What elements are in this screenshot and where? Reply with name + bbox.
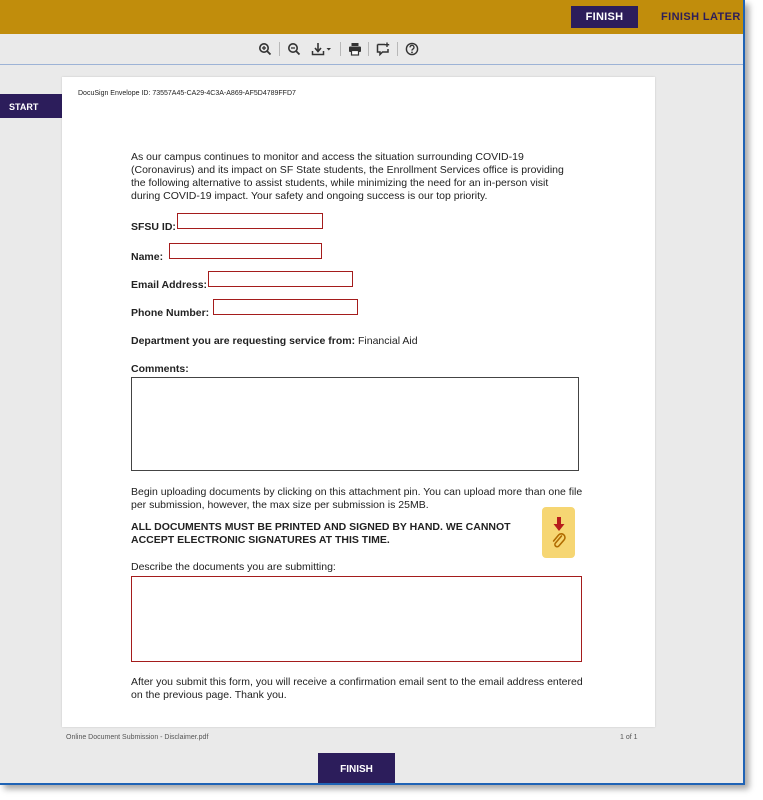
signature-warning: ALL DOCUMENTS MUST BE PRINTED AND SIGNED BY HAND. WE CANNOT ACCEPT ELECTRONIC SIGNATURES AT THIS TIME. xyxy=(131,521,511,546)
arrow-down-icon xyxy=(552,516,566,532)
describe-documents-label: Describe the documents you are submitting: xyxy=(131,561,336,573)
comment-icon[interactable] xyxy=(372,38,394,60)
zoom-in-icon[interactable] xyxy=(254,38,276,60)
top-action-bar xyxy=(0,0,743,34)
name-label: Name: xyxy=(131,251,164,263)
print-icon[interactable] xyxy=(344,38,366,60)
page-count: 1 of 1 xyxy=(620,734,638,741)
zoom-out-icon[interactable] xyxy=(283,38,305,60)
document-filename: Online Document Submission - Disclaimer.pdf xyxy=(66,734,209,741)
department-label: Department you are requesting service from: xyxy=(131,335,356,347)
finish-button[interactable]: FINISH xyxy=(571,6,638,28)
phone-number-label: Phone Number: xyxy=(131,307,210,319)
finish-bottom-button[interactable]: FINISH xyxy=(318,753,395,785)
sfsu-id-field[interactable] xyxy=(177,213,323,229)
toolbar-divider xyxy=(340,42,341,56)
phone-number-field[interactable] xyxy=(213,299,358,315)
paperclip-icon xyxy=(551,532,567,550)
comments-field[interactable] xyxy=(131,377,579,471)
department-line xyxy=(131,335,418,348)
intro-paragraph: As our campus continues to monitor and access the situation surrounding COVID-19 (Coronavirus) and its impact on SF State students, the Enrollment Services office is providing the following alternative to assist students, while minimizing the need for an in-person visit during COVID-19 impact. Your safety and ongoing success is our top priority. xyxy=(131,151,564,202)
describe-documents-field[interactable] xyxy=(131,576,582,662)
name-field[interactable] xyxy=(169,243,322,259)
email-address-field[interactable] xyxy=(208,271,353,287)
document-page xyxy=(62,77,655,727)
email-address-label: Email Address: xyxy=(131,279,208,291)
comments-label: Comments: xyxy=(131,363,189,375)
start-button[interactable]: START xyxy=(0,94,62,118)
toolbar-divider xyxy=(397,42,398,56)
help-icon[interactable] xyxy=(401,38,423,60)
upload-instructions: Begin uploading documents by clicking on this attachment pin. You can upload more than one file per submission, however, the max size per submission is 25MB. xyxy=(131,486,583,511)
sfsu-id-label: SFSU ID: xyxy=(131,221,176,233)
finish-later-link[interactable]: FINISH LATER xyxy=(661,11,741,23)
department-value: Financial Aid xyxy=(358,335,418,347)
envelope-id: DocuSign Envelope ID: 73557A45-CA29-4C3A-A869-AF5D4789FFD7 xyxy=(78,90,296,97)
document-toolbar xyxy=(0,34,743,65)
download-icon[interactable] xyxy=(308,38,336,60)
attachment-pin-button[interactable] xyxy=(542,507,575,558)
toolbar-divider xyxy=(279,42,280,56)
toolbar-divider xyxy=(368,42,369,56)
confirmation-note: After you submit this form, you will receive a confirmation email sent to the email address entered on the previous page. Thank you. xyxy=(131,676,583,701)
